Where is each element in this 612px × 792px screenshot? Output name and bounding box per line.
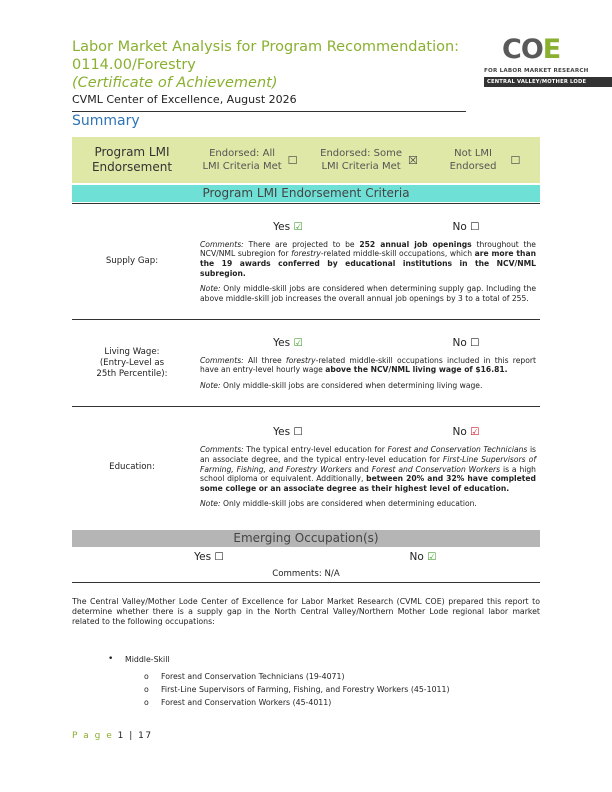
living-wage-row bbox=[72, 320, 540, 407]
education-comments: Comments: The typical entry-level education for Forest and Conservation Technicians is an associate degree, and the typical entry-level education for First-Line Supervisors of Farming, Fishing, and Forestry Workers and Forest and Conservation Workers is a high school diploma or equivalent. Additionally, between 20% and 32% have completed some college or an associate degree as their highest level of education. bbox=[200, 445, 537, 493]
yes-option: Yes ☐ bbox=[273, 426, 303, 439]
yes-option: Yes ☑ bbox=[273, 336, 303, 349]
report-subtitle: CVML Center of Excellence, August 2026 bbox=[72, 93, 297, 106]
supply-gap-note: Note: Only middle-skill jobs are considered when determining supply gap. Including the above middle-skill job increases the overall annual job openings by 3 to a total of 255. bbox=[200, 284, 536, 303]
red-check-icon: ☑ bbox=[470, 426, 480, 439]
circle-bullet-icon: o bbox=[144, 672, 149, 681]
logo-tagline: FOR LABOR MARKET RESEARCH bbox=[484, 68, 589, 74]
logo-region-bar: CENTRAL VALLEY/MOTHER LODE bbox=[484, 77, 612, 87]
program-code: 0114.00/Forestry bbox=[72, 57, 196, 73]
no-option: No ☐ bbox=[452, 220, 480, 233]
education-note: Note: Only middle-skill jobs are considered when determining education. bbox=[200, 499, 477, 509]
living-wage-note: Note: Only middle-skill jobs are considered when determining living wage. bbox=[200, 380, 483, 390]
yes-no-selector bbox=[200, 220, 536, 234]
yes-no-selector bbox=[200, 336, 536, 350]
emerging-comments: Comments: N/A bbox=[272, 569, 340, 579]
living-wage-comments: Comments: All three forestry-related middle-skill occupations included in this report have an entry-level hourly wage above the NCV/NML living wage of $16.81. bbox=[200, 355, 536, 375]
living-wage-label: Living Wage: (Entry-Level as 25th Percentile): bbox=[72, 320, 192, 407]
coe-logo bbox=[484, 36, 612, 87]
checkbox-unchecked: ☐ bbox=[287, 153, 298, 167]
education-row bbox=[72, 407, 540, 528]
endorsed-some-option: Endorsed: Some LMI Criteria Met ☒ bbox=[320, 148, 418, 172]
not-endorsed-option: Not LMI Endorsed ☐ bbox=[449, 148, 521, 172]
living-wage-body bbox=[192, 320, 540, 407]
criteria-table bbox=[72, 203, 540, 528]
no-option: No ☑ bbox=[452, 426, 480, 439]
award-type: (Certificate of Achievement) bbox=[72, 75, 278, 91]
circle-bullet-icon: o bbox=[144, 685, 149, 694]
endorsed-all-option: Endorsed: All LMI Criteria Met ☐ bbox=[202, 148, 298, 172]
document-page: Labor Market Analysis for Program Recommendation: 0114.00/Forestry (Certificate of Achievement) CVML Center of Excellence, August 2026 Summary COE FOR LABOR MARKET RESEARCH CENTRAL VALLEY/MOTHER LODE Program LMI Endorsement Endorsed: All LMI Criteria Met ☐ Endorsed: Some LMI Criteria Met ☒ Not LMI Endorsed ☐ Program LMI Endorsement Criteria Supply Gap: Yes ☑ No ☐ Comments: There are projected to be 252 annual job openings throughout the NCV/NML subregion for forestry-related middle-skill occupations, which are more than the 19 awards conferred by educational institutions in the NCV/NML subregion. Note: Only middle-skill jobs are considered when determining supply gap. Including the above middle-skill job increases the overall annual job openings by 3 to a total of 255. Living Wage: (Entry-Level as 25th Percentile): Yes ☑ No ☐ Comments: All three forestry-related middle-skill occupations included in this report have an entry-level hourly wage above the NCV/NML living wage of $16.81. Note: Only middle-skill jobs are considered when determining living wage. Education: Yes ☐ No ☑ Comments: The typical entry-level education for Forest and Conservation Technicians is an associate degree, and the typical entry-level education for First-Line Supervisors of Farming, Fishing, and Forestry Workers and Forest and Conservation Workers is a high school diploma or equivalent. Additionally, between 20% and 32% have completed some college or an associate degree as their highest level of education. Note: Only middle-skill jobs are considered when determining education. Emerging Occupation(s) Yes ☐ No ☑ Comments: N/A The Central Valley/Mother Lode Center of Excellence for Labor Market Research (CVML COE) prepared this report to determine whether there is a supply gap in the North Central Valley/Northern Mother Lode regional labor market related to the following occupations: • Middle-Skill o Forest and Conservation Technicians (19-4071) o First-Line Supervisors of Farming, Fishing, and Forestry Workers (45-1011) o Forest and Conservation Workers (45-4011) P a g e 1 | 17 bbox=[0, 0, 612, 792]
page-number: 1 | 17 bbox=[117, 731, 153, 741]
intro-paragraph: The Central Valley/Mother Lode Center of Excellence for Labor Market Research (CVML COE) prepared this report to determine whether there is a supply gap in the North Central Valley/Northern Mother Lode regional labor market related to the following occupations: bbox=[72, 597, 540, 626]
education-label: Education: bbox=[72, 407, 192, 528]
no-option: No ☐ bbox=[452, 336, 480, 349]
emerging-yes-no bbox=[72, 551, 540, 563]
green-check-icon: ☑ bbox=[293, 336, 303, 349]
yes-option: Yes ☑ bbox=[273, 220, 303, 233]
green-check-icon: ☑ bbox=[293, 220, 303, 233]
page-label: P a g e bbox=[72, 731, 114, 741]
no-option: No ☑ bbox=[409, 551, 437, 563]
logo-mark bbox=[484, 36, 612, 64]
supply-gap-comments: Comments: There are projected to be 252 annual job openings throughout the NCV/NML subregion for forestry-related middle-skill occupations, which are more than the 19 awards conferred by educational institutions in the NCV/NML subregion. bbox=[200, 239, 536, 278]
emerging-divider bbox=[72, 582, 540, 583]
title-block bbox=[72, 38, 472, 106]
logo-word: COE bbox=[502, 34, 561, 65]
endorsement-label: Program LMI Endorsement bbox=[91, 145, 173, 174]
emerging-heading: Emerging Occupation(s) bbox=[72, 530, 540, 547]
bullet-icon: • bbox=[108, 654, 114, 664]
green-check-icon: ☑ bbox=[427, 551, 437, 563]
section-heading: Summary bbox=[72, 113, 140, 129]
checkbox-unchecked: ☐ bbox=[510, 153, 521, 167]
criteria-heading: Program LMI Endorsement Criteria bbox=[72, 185, 540, 202]
yes-no-selector bbox=[200, 425, 536, 439]
supply-gap-label: Supply Gap: bbox=[72, 204, 192, 320]
checkbox-checked: ☒ bbox=[407, 153, 418, 167]
education-body bbox=[192, 407, 540, 528]
occupation-group: Middle-Skill bbox=[125, 655, 170, 664]
supply-gap-body bbox=[192, 204, 540, 320]
page-footer bbox=[72, 731, 153, 741]
report-title: Labor Market Analysis for Program Recommendation: bbox=[72, 39, 460, 55]
title-divider bbox=[72, 111, 466, 112]
yes-option: Yes ☐ bbox=[194, 551, 224, 563]
supply-gap-row bbox=[72, 204, 540, 320]
endorsement-row bbox=[72, 137, 540, 183]
circle-bullet-icon: o bbox=[144, 698, 149, 707]
